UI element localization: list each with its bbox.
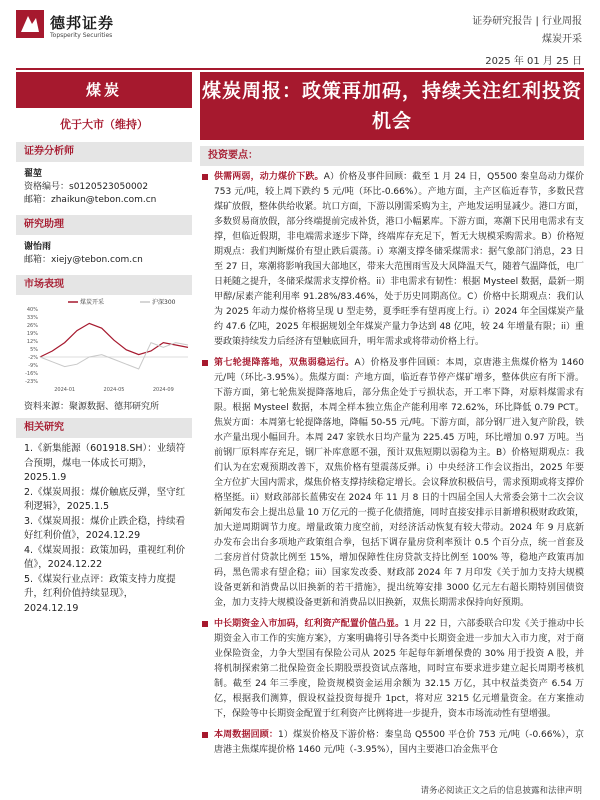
x-tick-label: 2024-01 [54,387,76,393]
related-section-heading: 相关研究 [16,418,192,438]
paragraph-text: A）价格及事件回顾：本周，京唐港主焦煤价格为 1460 元/吨（环比-3.95%）。焦煤方面：产地方面，临近春节停产煤矿增多，整体供应有所下滑。下游方面，第七轮焦炭提降落地后，部分焦企处于亏损状态，开工率下降，对原料煤需求有限。根据 Mysteel 数据，本周全样本独立焦企产能利用率 72.62%，环比降低 0.79 PCT。焦炭方面：本周第七轮提降落地，降幅 50-55 元/吨。下游方面，部分钢厂进入复产阶段，铁水产量出现小幅回升。本周 247 家铁水日均产量为 225.45 万吨，环比增加 0.97 万吨。当前钢厂原料库存充足，钢厂补库意愿不强，预计双焦短期以弱稳为主。B）价格短期观点：我们认为在宏观预期改善下，双焦价格有望震荡反弹。i）中央经济工作会议指出，2025 年要全方位扩大国内需求，煤焦价格支撑持续稳定增长。会议释放积极信号，需求预期或将支撑价格坚挺。ii）财政部部长蓝佛安在 2024 年 11 月 8 日的十四届全国人大常委会第十二次会议新闻发布会上提出总量 10 万亿元的一揽子化债措施，同时直接安排示目新增积极财政政策，加大逆周期调节力度。增量政策力度空前，对经济活动恢复有较大带动。2024 年 9 月底新办发布会出台多项地产政策组合拳，包括下调存量房贷利率预计 0.5 个百分点，统一首套及二套房首付贷款比例至 15%，增加保障性住房贷款支持比例至 100% 等，稳地产政策再加码，黑色需求有望企稳；iii）国家发改委、财政部 2024 年 7 月印发《关于加力支持大规模设备更新和消费品以旧换新的若干措施》，提出统筹安排 3000 亿元左右超长期特别国债资金，加力支持大规模设备更新和消费品以旧换新，双焦长期需求保持向好预期。 [214,358,584,608]
paragraph-lead: 供需两弱，动力煤价下跌。 [214,172,324,182]
brand-english-name: Topsperity Securities [50,32,113,39]
report-title: 煤炭周报：政策再加码，持续关注红利投资机会 [200,72,584,140]
rating-label: 优于大市（维持） [60,118,148,131]
body-paragraph [200,170,584,350]
company-logo-icon [16,10,44,38]
performance-chart-svg [16,295,192,395]
bullet-icon [202,732,208,738]
paragraph-text: 1）煤炭价格及下游价格：秦皇岛 Q5500 平仓价 753 元/吨（-0.66%），京唐港主焦煤库提价格 1460 元/吨（-3.95%），国内主要港口冶金焦平仓 [214,730,584,755]
series-line-1 [40,343,188,369]
left-sidebar [16,72,192,616]
legend-label: 煤炭开采 [80,299,105,306]
y-tick-label: 12% [26,339,38,345]
bullet-icon [202,621,208,627]
paragraph-text: A）价格及事件回顾：截至 1 月 24 日，Q5500 秦皇岛动力煤价 753 元/吨，较上周下跌约 5 元/吨（环比-0.66%）。产地方面，主产区临近春节，多数民营煤矿放假，整体供给收紧。坑口方面，下游以刚需采购为主，产地发运明显减少。港口方面，多数贸易商放假，部分终端提前完成补货，港口小幅累库。下游方面，寒潮下民用电需求有支撑，但临近假期，非电端需求逐步下降，终端库存充足下，暂无大规模采购需求。B）价格短期观点：我们判断煤价有望止跌后震荡。i）寒潮支撑冬储采煤需求：据气象部门消息，23 日至 27 日，寒潮将影响我国大部地区，带来大范围雨雪及大风降温天气，随着气温降低，电厂日耗随之提升，冬储采煤需求支撑价格。ii）非电需求有韧性：根据 Mysteel 数据，最新一期甲醇/尿素产能利用率 91.28%/83.46%，处于历史同期高位。C）价格中长期观点：我们认为 2025 年动力煤价格将呈现 U 型走势，夏季旺季有望再度上行。i）2024 年全国煤炭产量约 47.6 亿吨，2025 年根据规划全年煤炭产量力争达到 48 亿吨，较 24 年增量有限；ii）重要政策持续发力后经济有望触底回升，明年需求或将带动价格上行。 [214,172,584,347]
y-tick-label: 33% [26,315,38,321]
y-tick-label: 19% [26,331,38,337]
related-item[interactable]: 3.《煤炭周报：煤价止跌企稳，持续看好红利价值》，2024.12.29 [24,515,186,541]
related-item[interactable]: 2.《煤炭周报：煤价触底反弹，坚守红利逻辑》，2025.1.5 [24,486,186,512]
bullet-icon [202,174,208,180]
related-research-list [16,438,192,616]
paragraph-lead: 中长期资金入市加码，红利资产配置价值凸显。 [214,619,405,629]
x-tick-label: 2024-09 [152,387,174,393]
y-tick-label: -16% [25,371,38,377]
report-type: 证券研究报告 | 行业周报 [472,16,582,27]
analyst-name: 翟堃 [24,169,43,179]
assistant-info [16,235,192,275]
assistant-name: 谢怡雨 [24,242,52,252]
paragraph-lead: 本周数据回顾： [214,730,279,740]
brand-name: 德邦证券 [50,14,115,32]
bullet-icon [202,360,208,366]
market-section-heading: 市场表现 [16,275,192,295]
analyst-cert: 资格编号：s0120523050002 [24,182,149,192]
analyst-info [16,162,192,215]
header-divider [16,68,584,70]
related-item[interactable]: 1.《新集能源（601918.SH）：业绩符合预期，煤电一体成长可期》，2025.1.9 [24,443,186,483]
report-date: 2025 年 01 月 25 日 [485,56,582,67]
paragraph-text: 1 月 22 日，六部委联合印发《关于推动中长期资金入市工作的实施方案》，方案明确将引导各类中长期资金进一步加大入市力度，对于商业保险资金，力争大型国有保险公司从 2025 年起每年新增保费的 30% 用于投资 A 股，并将机制探索第二批保险资金长期股票投资试点落地，同时宣布要求进步建立起长周期考核机制。截至 24 年三季度，险资规模资金运用余额为 32.15 万亿，其中权益类资产 6.54 万亿，根据我们测算，假设权益投资每提升 1pct，将对应 3215 亿元增量资金。在方案推动下，保险等中长期资金配置于红利资产比例将进一步提升，资本市场流动性有望增强。 [214,619,584,719]
assistant-section-heading: 研究助理 [16,215,192,235]
chart-source: 资料来源：聚源数据、德邦研究所 [24,402,160,412]
x-tick-label: 2024-05 [103,387,125,393]
series-line-0 [40,323,188,357]
body-paragraph [200,356,584,611]
report-body [200,170,584,764]
y-tick-label: -9% [28,363,38,369]
assistant-email[interactable]: 邮箱：xiejy@tebon.com.cn [24,255,143,265]
industry-label: 煤炭 [16,72,192,108]
body-paragraph [200,728,584,758]
related-item[interactable]: 4.《煤炭周报：政策加码，重视红利价值》，2024.12.22 [24,544,186,570]
y-tick-label: -23% [25,379,38,385]
key-points-heading: 投资要点： [200,146,584,166]
body-paragraph [200,617,584,722]
legend-label: 沪深300 [152,299,176,306]
industry-tag: 煤炭开采 [542,34,582,45]
y-tick-label: 26% [26,323,38,329]
y-tick-label: 5% [30,347,38,353]
paragraph-lead: 第七轮提降落地，双焦弱稳运行。 [214,358,355,368]
y-tick-label: -2% [28,355,38,361]
y-tick-label: 40% [26,307,38,313]
analyst-section-heading: 证券分析师 [16,142,192,162]
market-performance-chart [16,295,192,395]
related-item[interactable]: 5.《煤炭行业点评：政策支持力度提升，红利价值持续显现》，2024.12.19 [24,573,176,614]
analyst-email[interactable]: 邮箱：zhaikun@tebon.com.cn [24,195,157,205]
footer-disclaimer: 请务必阅读正文之后的信息披露和法律声明 [420,786,582,796]
